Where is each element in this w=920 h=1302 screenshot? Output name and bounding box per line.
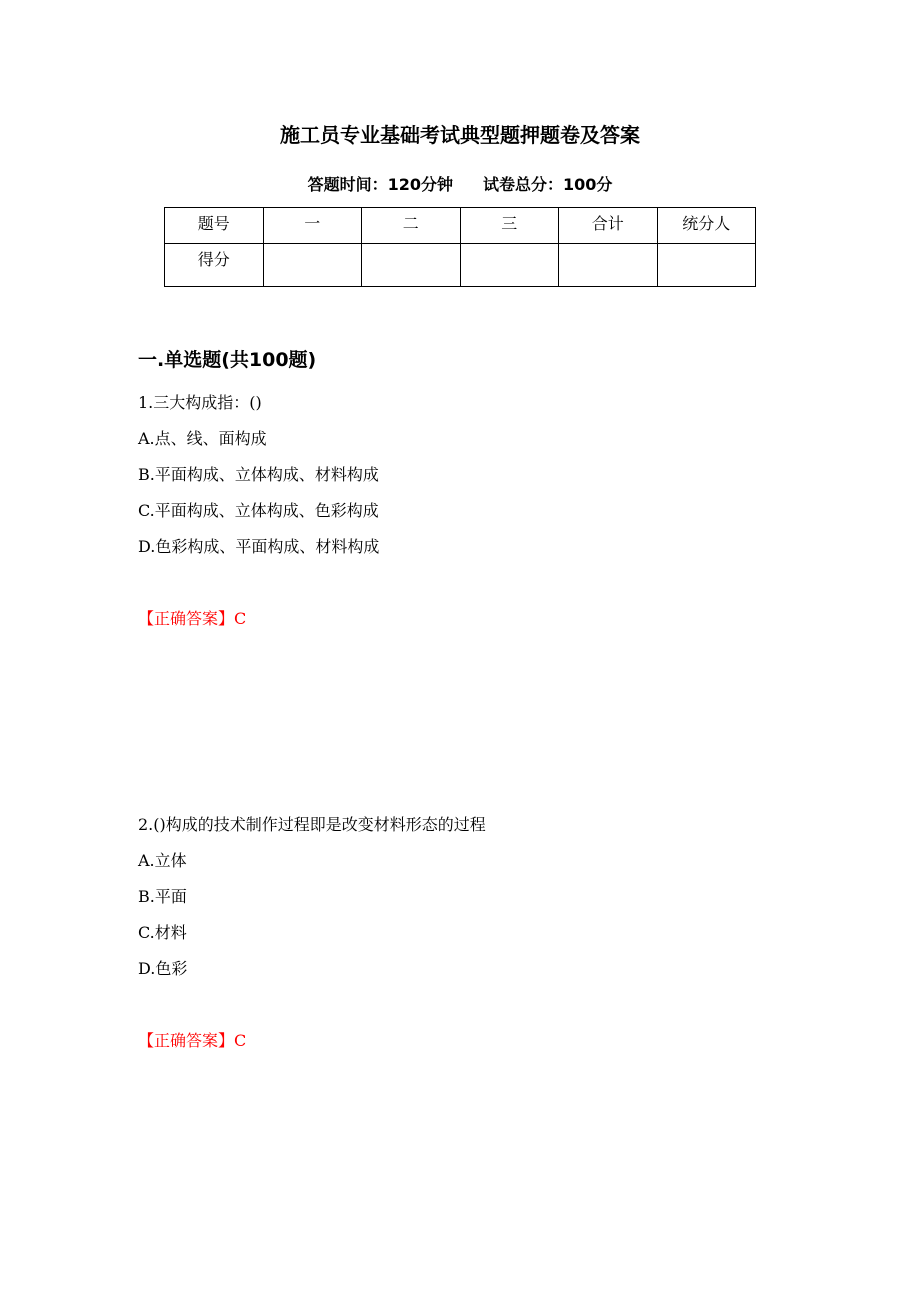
score-table-header-row xyxy=(165,208,756,244)
score-table-cell xyxy=(559,244,658,287)
section-title: 一.单选题(共100题) xyxy=(138,349,317,371)
score-table-cell: 得分 xyxy=(165,244,264,287)
correct-answer xyxy=(138,1029,246,1053)
score-table-cell xyxy=(263,244,362,287)
answer-label: 【正确答案】 xyxy=(138,1031,235,1050)
answer-label: 【正确答案】 xyxy=(138,609,235,628)
exam-total-score: 试卷总分：100分 xyxy=(483,175,613,194)
score-table-cell xyxy=(362,244,461,287)
score-table-cell xyxy=(657,244,756,287)
score-table-cell: 题号 xyxy=(165,208,264,244)
question-option: A.立体 xyxy=(138,851,187,870)
question-option: B.平面构成、立体构成、材料构成 xyxy=(138,465,379,484)
score-table-cell: 合计 xyxy=(559,208,658,244)
score-table xyxy=(164,207,756,287)
question-option: C.平面构成、立体构成、色彩构成 xyxy=(138,501,379,520)
question-stem: 1.三大构成指：() xyxy=(138,393,262,412)
exam-info xyxy=(0,172,920,198)
answer-value: C xyxy=(234,1031,247,1050)
question-stem: 2.()构成的技术制作过程即是改变材料形态的过程 xyxy=(138,815,486,834)
answer-value: C xyxy=(234,609,247,628)
question-option: D.色彩 xyxy=(138,959,188,978)
score-table-cell: 一 xyxy=(263,208,362,244)
document-title: 施工员专业基础考试典型题押题卷及答案 xyxy=(280,123,640,147)
correct-answer xyxy=(138,607,246,631)
score-table-cell xyxy=(460,244,559,287)
score-table-cell: 三 xyxy=(460,208,559,244)
score-table-score-row xyxy=(165,244,756,287)
question-option: B.平面 xyxy=(138,887,187,906)
score-table-cell: 二 xyxy=(362,208,461,244)
question-option: C.材料 xyxy=(138,923,187,942)
exam-time: 答题时间：120分钟 xyxy=(307,175,453,194)
question-option: D.色彩构成、平面构成、材料构成 xyxy=(138,537,380,556)
question-option: A.点、线、面构成 xyxy=(138,429,267,448)
score-table-cell: 统分人 xyxy=(657,208,756,244)
